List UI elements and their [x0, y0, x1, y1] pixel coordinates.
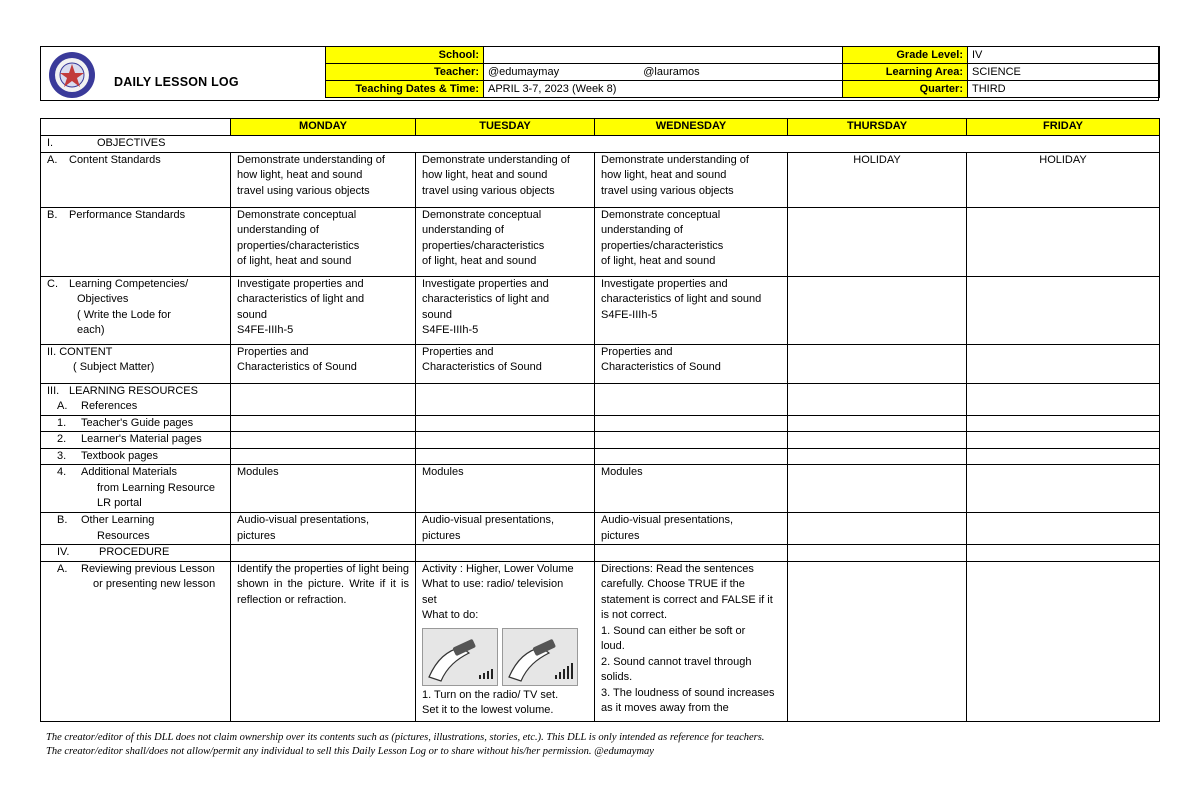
reviewing-friday	[967, 561, 1160, 721]
reviewing-wednesday: Directions: Read the sentences carefully. Choose TRUE if the statement is correct and FALSE if it is not correct. 1. Sound can either be soft or loud. 2. Sound cannot travel through solids. 3. The loudness of sound increases as it moves away from the	[595, 561, 788, 721]
school-value	[484, 47, 843, 64]
disclaimer-footer	[46, 731, 764, 759]
competencies-tuesday: Investigate properties and characteristics of light and sound S4FE-IIIh-5	[416, 276, 595, 344]
procedure-label: IV. PROCEDURE	[41, 545, 231, 562]
textbook-label: 3. Textbook pages	[41, 448, 231, 465]
lesson-table	[40, 118, 1160, 722]
additional-materials-label: 4. Additional Materials from Learning Resource LR portal	[41, 465, 231, 513]
content-standards-label: A. Content Standards	[41, 152, 231, 207]
day-header-thursday: THURSDAY	[788, 119, 967, 136]
reviewing-label: A. Reviewing previous Lesson or presenting new lesson	[41, 561, 231, 721]
teacher-handle-2: @lauramos	[643, 66, 700, 78]
tb-friday	[967, 448, 1160, 465]
other-resources-wednesday: Audio-visual presentations, pictures	[595, 513, 788, 545]
header-table	[325, 46, 1160, 98]
content-wednesday: Properties and Characteristics of Sound	[595, 344, 788, 383]
content-standards-tuesday: Demonstrate understanding of how light, heat and sound travel using various objects	[416, 152, 595, 207]
performance-standards-wednesday: Demonstrate conceptual understanding of properties/characteristics of light, heat and sound	[595, 207, 788, 276]
am-friday	[967, 465, 1160, 513]
reviewing-tuesday: Activity : Higher, Lower Volume What to use: radio/ television set What to do: 1. Turn on the radio/ TV set. Set it to the lowest volume.	[416, 561, 595, 721]
additional-materials-monday: Modules	[231, 465, 416, 513]
quarter-value: THIRD	[968, 81, 1160, 98]
learning-area-value: SCIENCE	[968, 64, 1160, 81]
learners-material-label: 2. Learner's Material pages	[41, 432, 231, 449]
content-friday	[967, 344, 1160, 383]
additional-materials-wednesday: Modules	[595, 465, 788, 513]
content-label: II. CONTENT ( Subject Matter)	[41, 344, 231, 383]
performance-standards-label: B. Performance Standards	[41, 207, 231, 276]
resources-tuesday	[416, 383, 595, 415]
competencies-friday	[967, 276, 1160, 344]
teaching-dates-value: APRIL 3-7, 2023 (Week 8)	[484, 81, 843, 98]
lm-thursday	[788, 432, 967, 449]
or-thursday	[788, 513, 967, 545]
resources-thursday	[788, 383, 967, 415]
performance-standards-thursday	[788, 207, 967, 276]
tb-tuesday	[416, 448, 595, 465]
learning-resources-label: III. LEARNING RESOURCES A. References	[41, 383, 231, 415]
or-friday	[967, 513, 1160, 545]
other-resources-label: B. Other Learning Resources	[41, 513, 231, 545]
teacher-value	[484, 64, 843, 81]
performance-standards-friday	[967, 207, 1160, 276]
lm-monday	[231, 432, 416, 449]
content-standards-wednesday: Demonstrate understanding of how light, heat and sound travel using various objects	[595, 152, 788, 207]
tg-tuesday	[416, 415, 595, 432]
competencies-monday: Investigate properties and characteristics of light and sound S4FE-IIIh-5	[231, 276, 416, 344]
tb-monday	[231, 448, 416, 465]
content-standards-friday: HOLIDAY	[967, 152, 1160, 207]
other-resources-monday: Audio-visual presentations, pictures	[231, 513, 416, 545]
other-resources-tuesday: Audio-visual presentations, pictures	[416, 513, 595, 545]
tb-wednesday	[595, 448, 788, 465]
tg-thursday	[788, 415, 967, 432]
teachers-guide-label: 1. Teacher's Guide pages	[41, 415, 231, 432]
day-header-monday: MONDAY	[231, 119, 416, 136]
corner-cell	[41, 119, 231, 136]
disclaimer-line-2: The creator/editor shall/does not allow/permit any individual to sell this Daily Lesson Log or to share without his/her permission. @edumaymay	[46, 746, 654, 757]
deped-seal-icon	[48, 51, 96, 99]
lm-tuesday	[416, 432, 595, 449]
reviewing-thursday	[788, 561, 967, 721]
objectives-row: I. OBJECTIVES	[41, 136, 1160, 153]
am-thursday	[788, 465, 967, 513]
tg-monday	[231, 415, 416, 432]
resources-wednesday	[595, 383, 788, 415]
school-label: School:	[326, 47, 484, 64]
teaching-dates-label: Teaching Dates & Time:	[326, 81, 484, 98]
competencies-label: C. Learning Competencies/ Objectives ( Write the Lode for each)	[41, 276, 231, 344]
content-standards-monday: Demonstrate understanding of how light, heat and sound travel using various objects	[231, 152, 416, 207]
page-title: DAILY LESSON LOG	[114, 75, 239, 89]
remote-control-low-volume-image	[422, 628, 498, 686]
performance-standards-tuesday: Demonstrate conceptual understanding of properties/characteristics of light, heat and sound	[416, 207, 595, 276]
tb-thursday	[788, 448, 967, 465]
grade-level-label: Grade Level:	[843, 47, 968, 64]
content-thursday	[788, 344, 967, 383]
reviewing-monday: Identify the properties of light being shown in the picture. Write if it is reflection or refraction.	[231, 561, 416, 721]
tg-friday	[967, 415, 1160, 432]
pr-wednesday	[595, 545, 788, 562]
day-header-wednesday: WEDNESDAY	[595, 119, 788, 136]
day-header-tuesday: TUESDAY	[416, 119, 595, 136]
pr-friday	[967, 545, 1160, 562]
additional-materials-tuesday: Modules	[416, 465, 595, 513]
resources-monday	[231, 383, 416, 415]
content-standards-thursday: HOLIDAY	[788, 152, 967, 207]
remote-control-high-volume-image	[502, 628, 578, 686]
day-header-friday: FRIDAY	[967, 119, 1160, 136]
quarter-label: Quarter:	[843, 81, 968, 98]
learning-area-label: Learning Area:	[843, 64, 968, 81]
teacher-handle-1: @edumaymay	[488, 66, 560, 78]
competencies-thursday	[788, 276, 967, 344]
resources-friday	[967, 383, 1160, 415]
content-monday: Properties and Characteristics of Sound	[231, 344, 416, 383]
competencies-wednesday: Investigate properties and characteristics of light and sound S4FE-IIIh-5	[595, 276, 788, 344]
tg-wednesday	[595, 415, 788, 432]
lm-friday	[967, 432, 1160, 449]
pr-thursday	[788, 545, 967, 562]
content-tuesday: Properties and Characteristics of Sound	[416, 344, 595, 383]
disclaimer-line-1: The creator/editor of this DLL does not claim ownership over its contents such as (pictures, illustrations, stories, etc.). This DLL is only intended as reference for teachers.	[46, 732, 765, 743]
teacher-label: Teacher:	[326, 64, 484, 81]
pr-tuesday	[416, 545, 595, 562]
lm-wednesday	[595, 432, 788, 449]
grade-level-value: IV	[968, 47, 1160, 64]
performance-standards-monday: Demonstrate conceptual understanding of properties/characteristics of light, heat and sound	[231, 207, 416, 276]
pr-monday	[231, 545, 416, 562]
